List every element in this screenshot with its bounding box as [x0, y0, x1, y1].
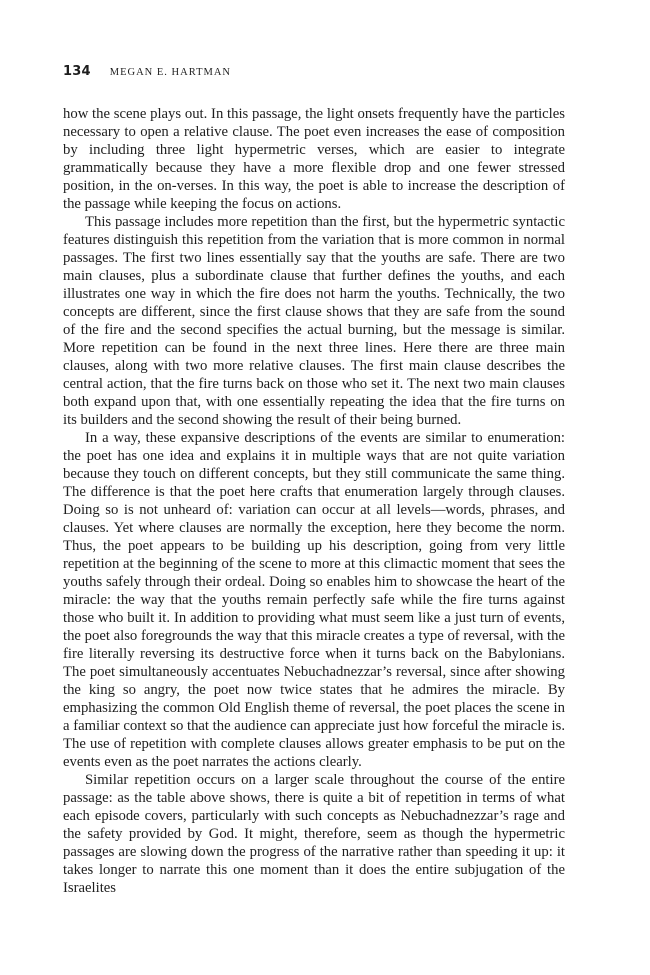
paragraph: Similar repetition occurs on a larger scale throughout the course of the entire passage: as the table above shows, there is quite a bit of repetition in terms of what each episode covers, particularly with such concepts as Nebuchadnezzar’s rage and the safety provided by God. It might, therefore, seem as though the hypermetric passages are slowing down the progress of the narrative rather than speeding it up: it takes longer to narrate this one moment than it does the entire subjugation of the Israelites — [63, 772, 565, 896]
paragraph: how the scene plays out. In this passage, the light onsets frequently have the particles necessary to open a relative clause. The poet even increases the ease of composition by including three light hypermetric verses, which are easier to integrate grammatically because they have a more flexible drop and one fewer stressed position, in the on-verses. In this way, the poet is able to increase the description of the passage while keeping the focus on actions. — [63, 106, 565, 212]
running-head — [63, 64, 231, 79]
paragraph: In a way, these expansive descriptions of the events are similar to enumeration: the poet has one idea and explains it in multiple ways that are not quite variation because they touch on different concepts, but they still communicate the same thing. The difference is that the poet here crafts that enumeration largely through clauses. Doing so is not unheard of: variation can occur at all levels—words, phrases, and clauses. Yet where clauses are normally the exception, here they become the norm. Thus, the poet appears to be building up his description, going from very little repetition at the beginning of the scene to more at this climactic moment that sees the youths safely through their ordeal. Doing so enables him to showcase the heart of the miracle: the way that the youths remain perfectly safe while the fire turns against those who built it. In addition to providing what must seem like a just turn of events, the poet also foregrounds the way that this miracle creates a type of reversal, with the fire literally reversing its destructive force when it turns back on the Babylonians. The poet simultaneously accentuates Nebuchadnezzar’s reversal, since after showing the king so angry, the poet now twice states that he admires the miracle. By emphasizing the common Old English theme of reversal, the poet places the scene in a familiar context so that the audience can appreciate just how forceful the miracle is. The use of repetition with complete clauses allows greater emphasis to be put on the events even as the poet narrates the actions clearly. — [63, 430, 566, 770]
page-number: 134 — [63, 64, 91, 79]
author-name: MEGAN E. HARTMAN — [109, 67, 231, 78]
body-text — [63, 105, 565, 897]
paragraph: This passage includes more repetition than the first, but the hypermetric syntactic features distinguish this repetition from the variation that is more common in normal passages. The first two lines essentially say that the youths are safe. There are two main clauses, plus a subordinate clause that further defines the youths, and each illustrates one way in which the fire does not harm the youths. Technically, the two concepts are different, since the first clause shows that they are safe from the sound of the fire and the second specifies the actual burning, but the message is similar. More repetition can be found in the next three lines. Here there are three main clauses, along with two more relative clauses. The first main clause describes the central action, that the fire turns back on those who set it. The next two main clauses both expand upon that, with one essentially repeating the idea that the fire turns on its builders and the second showing the result of their being burned. — [63, 214, 565, 428]
